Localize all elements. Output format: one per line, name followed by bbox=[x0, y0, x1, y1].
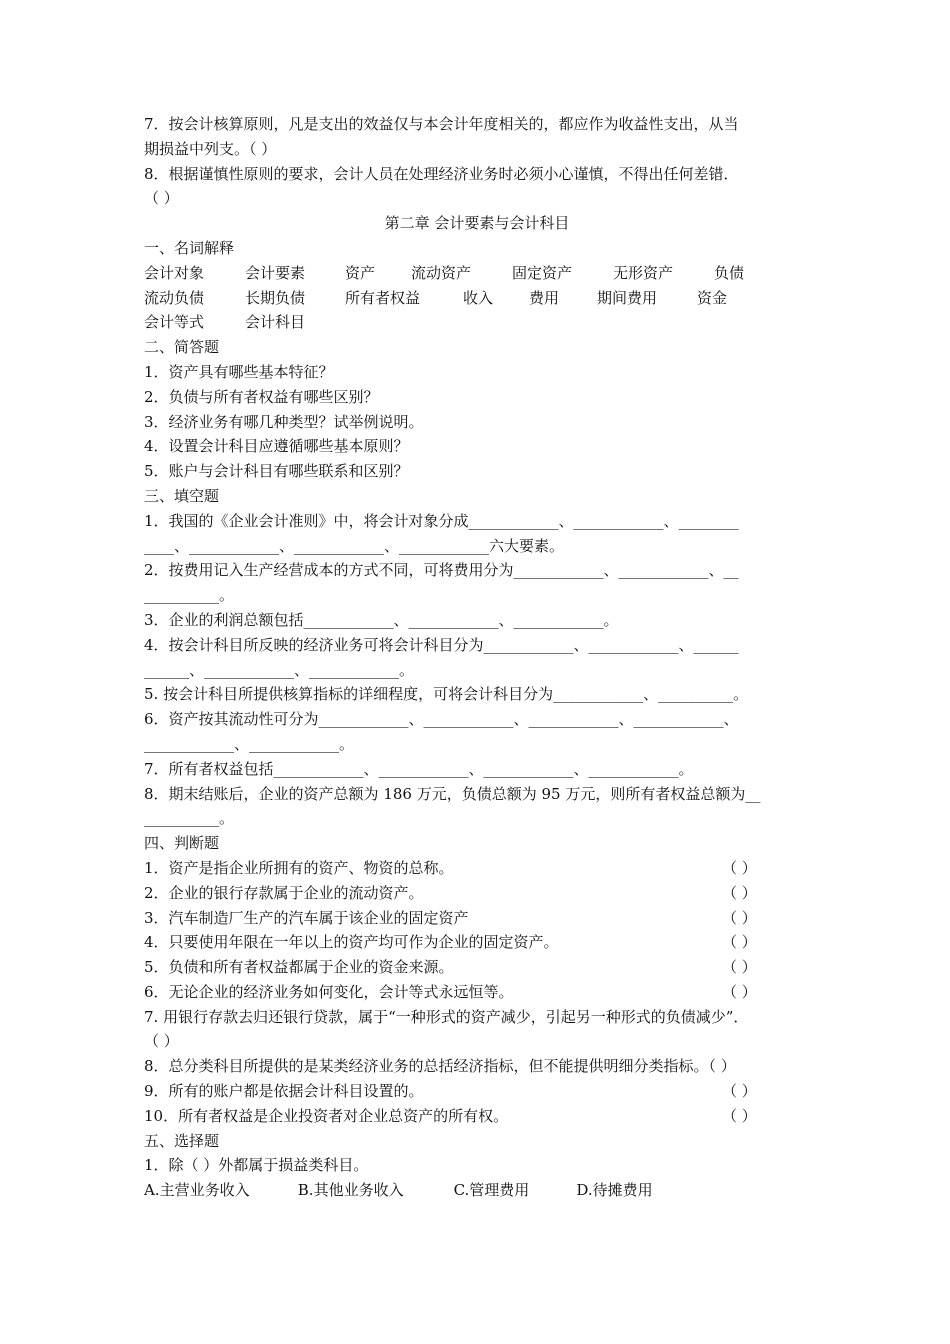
term: 期间费用 bbox=[597, 288, 658, 307]
choice-options bbox=[144, 1178, 810, 1203]
fill-blank-line: 3．企业的利润总额包括____________、____________、____________。 bbox=[144, 610, 619, 629]
term: 收入 bbox=[463, 288, 494, 307]
true-false-item bbox=[144, 1104, 810, 1129]
fill-blank-line: 1．我国的《企业会计准则》中，将会计对象分成____________、____________、________ bbox=[144, 511, 739, 530]
fill-blank-line: ____________、____________。 bbox=[144, 734, 355, 753]
short-answer-item: 1．资产具有哪些基本特征？ bbox=[144, 362, 334, 381]
fill-blank-heading: 三、填空题 bbox=[144, 486, 220, 505]
true-false-item bbox=[144, 930, 810, 955]
fill-blank-line: 8．期末结账后，企业的资产总额为 186 万元，负债总额为 95 万元，则所有者权益总额为__ bbox=[144, 784, 761, 803]
multiple-choice-heading: 五、选择题 bbox=[144, 1131, 220, 1150]
term: 流动资产 bbox=[411, 263, 472, 282]
terms-row-2 bbox=[144, 286, 810, 311]
fill-blank-line: 7．所有者权益包括____________、____________、____________、____________。 bbox=[144, 759, 694, 778]
short-answer-item: 4．设置会计科目应遵循哪些基本原则？ bbox=[144, 437, 409, 456]
term: 资产 bbox=[345, 263, 376, 282]
term: 资金 bbox=[697, 288, 728, 307]
term: 会计科目 bbox=[245, 313, 306, 332]
true-false-text: 9．所有的账户都是依据会计科目设置的。 bbox=[144, 1082, 424, 1101]
answer-parentheses: （ ） bbox=[722, 1082, 757, 1101]
true-false-item bbox=[144, 881, 810, 906]
terms-row-3 bbox=[144, 310, 810, 335]
question-8-line-2: （ ） bbox=[144, 189, 179, 208]
terms-heading: 一、名词解释 bbox=[144, 238, 235, 257]
choice-option-c: C.管理费用 bbox=[453, 1181, 530, 1200]
multiple-choice-question: 1．除（ ）外都属于损益类科目。 bbox=[144, 1156, 369, 1175]
true-false-item-7-line-2: （ ） bbox=[144, 1032, 179, 1051]
fill-blank-line: ____、____________、____________、____________六大要素。 bbox=[144, 536, 565, 555]
term: 无形资产 bbox=[613, 263, 674, 282]
fill-blank-line: 6．资产按其流动性可分为____________、____________、____________、____________、 bbox=[144, 710, 739, 729]
term: 固定资产 bbox=[512, 263, 573, 282]
true-false-item bbox=[144, 906, 810, 931]
question-7-line-2: 期损益中列支。（ ） bbox=[144, 139, 277, 158]
short-answer-item: 2．负债与所有者权益有哪些区别？ bbox=[144, 387, 379, 406]
choice-option-d: D.待摊费用 bbox=[576, 1181, 653, 1200]
answer-parentheses: （ ） bbox=[722, 1106, 757, 1125]
true-false-text: 2．企业的银行存款属于企业的流动资产。 bbox=[144, 883, 424, 902]
choice-option-b: B.其他业务收入 bbox=[297, 1181, 404, 1200]
fill-blank-line: __________。 bbox=[144, 809, 235, 828]
true-false-text: 3．汽车制造厂生产的汽车属于该企业的固定资产 bbox=[144, 908, 469, 927]
true-false-item-7-line-1: 7. 用银行存款去归还银行贷款，属于“一种形式的资产减少，引起另一种形式的负债减少”． bbox=[144, 1007, 749, 1026]
term: 会计要素 bbox=[245, 263, 306, 282]
true-false-text: 5．负债和所有者权益都属于企业的资金来源。 bbox=[144, 958, 454, 977]
answer-parentheses: （ ） bbox=[722, 858, 757, 877]
fill-blank-line: __________。 bbox=[144, 586, 235, 605]
true-false-text: 1．资产是指企业所拥有的资产、物资的总称。 bbox=[144, 858, 454, 877]
term: 负债 bbox=[714, 263, 745, 282]
choice-option-a: A.主营业务收入 bbox=[144, 1181, 250, 1200]
term: 会计对象 bbox=[144, 263, 205, 282]
answer-parentheses: （ ） bbox=[722, 908, 757, 927]
answer-parentheses: （ ） bbox=[722, 883, 757, 902]
true-false-text: 6．无论企业的经济业务如何变化，会计等式永远恒等。 bbox=[144, 982, 514, 1001]
chapter-title: 第二章 会计要素与会计科目 bbox=[384, 214, 570, 233]
term: 所有者权益 bbox=[345, 288, 421, 307]
question-8-line-1: 8．根据谨慎性原则的要求，会计人员在处理经济业务时必须小心谨慎，不得出任何差错． bbox=[144, 164, 739, 183]
short-answer-item: 3．经济业务有哪几种类型？试举例说明。 bbox=[144, 412, 424, 431]
true-false-item bbox=[144, 1079, 810, 1104]
short-answer-heading: 二、简答题 bbox=[144, 338, 220, 357]
answer-parentheses: （ ） bbox=[722, 958, 757, 977]
terms-row-1 bbox=[144, 261, 810, 286]
term: 费用 bbox=[529, 288, 560, 307]
fill-blank-line: ______、____________、____________。 bbox=[144, 660, 415, 679]
term: 会计等式 bbox=[144, 313, 205, 332]
true-false-item bbox=[144, 856, 810, 881]
answer-parentheses: （ ） bbox=[722, 982, 757, 1001]
true-false-item bbox=[144, 955, 810, 980]
answer-parentheses: （ ） bbox=[722, 933, 757, 952]
term: 流动负债 bbox=[144, 288, 205, 307]
true-false-text: 4．只要使用年限在一年以上的资产均可作为企业的固定资产。 bbox=[144, 933, 559, 952]
fill-blank-line: 4．按会计科目所反映的经济业务可将会计科目分为____________、____________、______ bbox=[144, 635, 739, 654]
fill-blank-line: 2．按费用记入生产经营成本的方式不同，可将费用分为____________、____________、__ bbox=[144, 561, 739, 580]
term: 长期负债 bbox=[245, 288, 306, 307]
fill-blank-line: 5. 按会计科目所提供核算指标的详细程度，可将会计科目分为____________、__________。 bbox=[144, 685, 749, 704]
short-answer-item: 5．账户与会计科目有哪些联系和区别？ bbox=[144, 462, 409, 481]
true-false-text: 10．所有者权益是企业投资者对企业总资产的所有权。 bbox=[144, 1106, 509, 1125]
true-false-item bbox=[144, 980, 810, 1005]
true-false-heading: 四、判断题 bbox=[144, 834, 220, 853]
document-page bbox=[144, 112, 810, 1203]
true-false-item-8: 8．总分类科目所提供的是某类经济业务的总括经济指标，但不能提供明细分类指标。（ ） bbox=[144, 1057, 736, 1076]
question-7-line-1: 7．按会计核算原则，凡是支出的效益仅与本会计年度相关的，都应作为收益性支出，从当 bbox=[144, 115, 739, 133]
